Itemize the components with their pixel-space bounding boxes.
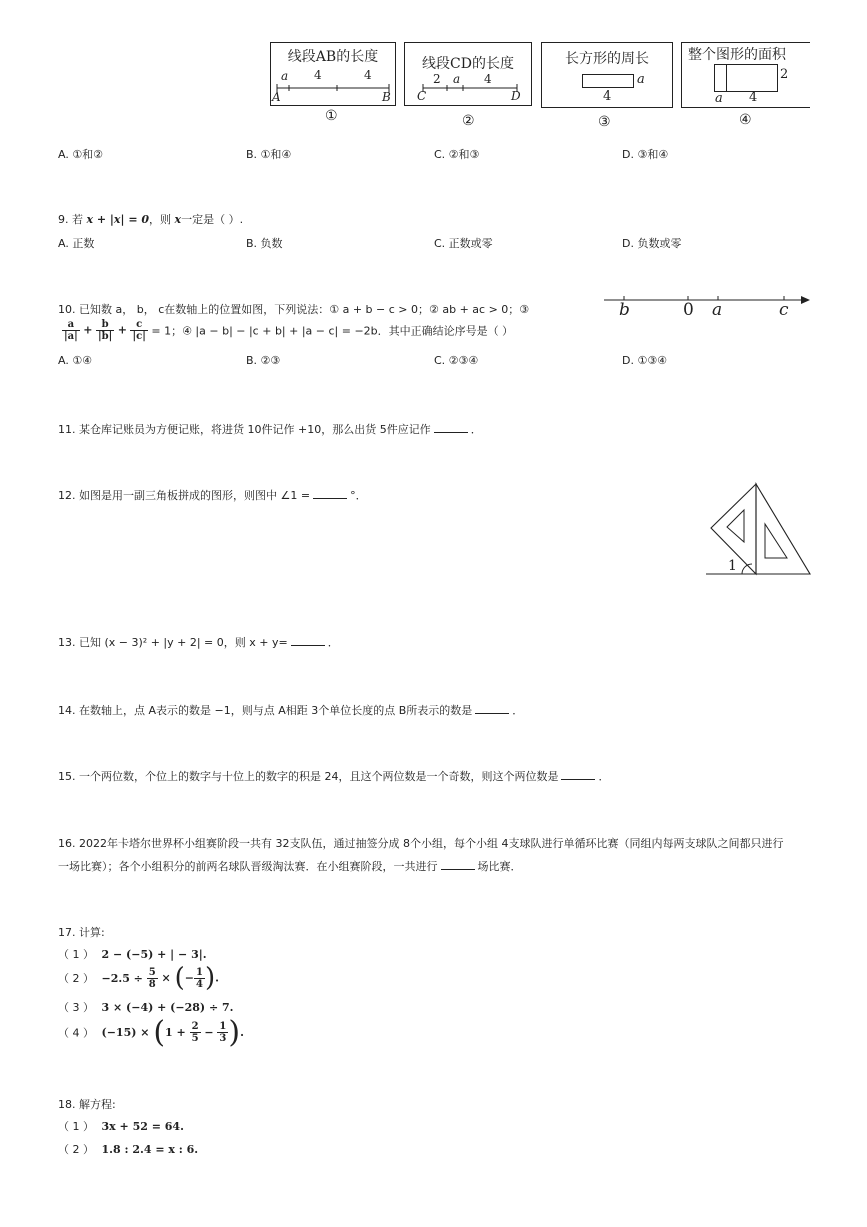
q15-stem-post: ． xyxy=(598,770,610,783)
q15-answer-blank[interactable] xyxy=(561,769,595,780)
figure-4 xyxy=(681,42,810,108)
q17-item-4-frac1-den: 5 xyxy=(191,1033,199,1044)
q10-fraction-b-num: b xyxy=(96,319,114,331)
q13-answer-blank[interactable] xyxy=(291,635,325,646)
q17-item-4-mid1: 1 + xyxy=(165,1026,190,1039)
q17-item-2-post: . xyxy=(215,971,219,985)
figure-2-title: 线段CD的长度 xyxy=(422,56,514,72)
figure-4-label-4: 4 xyxy=(749,90,758,105)
q10-stem-line1: 10. 已知数 a， b， c在数轴上的位置如图，下列说法：① a + b − c > 0；② ab + ac > 0；③ xyxy=(58,303,530,316)
figure-3-title: 长方形的周长 xyxy=(565,51,649,67)
q17-item-4-post: . xyxy=(240,1026,244,1039)
q18-item-1-num: （ 1 ） xyxy=(58,1120,94,1133)
q9-option-a[interactable]: A. 正数 xyxy=(58,237,95,250)
q12-stem xyxy=(58,487,367,503)
q10-fraction-c-num: c xyxy=(130,319,147,331)
q17-item-1-expr: 2 − (−5) + | − 3|. xyxy=(101,948,207,961)
q10-fraction-b xyxy=(96,319,114,342)
q12-angle-label: 1 xyxy=(728,558,737,574)
q10-stem-line2-text: = 1；④ |a − b| − |c + b| + |a − c| = −2b．其中正确结论序号是（ ） xyxy=(147,324,514,338)
figure-2 xyxy=(404,42,532,106)
q18-item-2-expr: 1.8 : 2.4 = x : 6. xyxy=(101,1143,199,1156)
figure-1-label-A: A xyxy=(272,90,281,104)
figure-1 xyxy=(270,42,396,106)
q10-axis-label-b: b xyxy=(619,300,630,320)
q14-stem-post: ． xyxy=(512,704,524,717)
q10-fraction-b-den: |b| xyxy=(97,331,113,342)
q18-item-1-expr: 3x + 52 = 64. xyxy=(101,1120,184,1133)
q17-item-4: （ 4 ） (−15) × (1 + $\frac{2}{5}$ − $\frac{1}{3}$ ). xyxy=(58,1015,244,1050)
figure-1-label-4a: 4 xyxy=(314,68,322,82)
q10-fraction-c-den: |c| xyxy=(132,331,146,342)
q14-answer-blank[interactable] xyxy=(475,703,509,714)
q8-option-b[interactable]: B. ①和④ xyxy=(246,148,292,161)
q8-option-d[interactable]: D. ③和④ xyxy=(622,148,669,161)
q17-item-2-frac2 xyxy=(194,967,205,990)
q10-option-c[interactable]: C. ②③④ xyxy=(434,354,479,367)
figure-4-label-a: a xyxy=(715,91,723,106)
q9-stem xyxy=(58,211,243,227)
q18-item-2 xyxy=(58,1141,198,1157)
q15-stem-pre: 15. 一个两位数，个位上的数字与十位上的数字的积是 24，且这个两位数是一个奇数，则这个两位数是 xyxy=(58,770,559,783)
q10-fraction-a-den: |a| xyxy=(64,331,78,342)
q9-option-d[interactable]: D. 负数或零 xyxy=(622,237,682,250)
q17-item-1 xyxy=(58,946,207,962)
q17-item-3 xyxy=(58,999,233,1015)
q9-stem-post: 一定是（ ）. xyxy=(181,213,244,226)
q17-item-4-num: （ 4 ） xyxy=(58,1026,94,1040)
q18-item-1 xyxy=(58,1118,184,1134)
figure-1-label-a: a xyxy=(281,69,289,83)
q11-stem-pre: 11. 某仓库记账员为方便记账，将进货 10件记作 +10，那么出货 5件应记作 xyxy=(58,423,431,436)
q13-stem-pre: 13. 已知 (x − 3)² + |y + 2| = 0，则 x + y= xyxy=(58,636,288,649)
figure-4-number: ④ xyxy=(739,112,752,128)
q10-fraction-a xyxy=(62,319,80,342)
q18-item-2-num: （ 2 ） xyxy=(58,1143,94,1156)
q12-stem-pre: 12. 如图是用一副三角板拼成的图形，则图中 ∠1 = xyxy=(58,489,311,502)
q14-stem xyxy=(58,702,523,718)
q10-option-b[interactable]: B. ②③ xyxy=(246,354,281,367)
q17-item-2-frac1 xyxy=(147,967,158,990)
figure-3-label-a: a xyxy=(637,72,645,87)
figure-4-label-2: 2 xyxy=(780,67,789,82)
figure-2-number: ② xyxy=(462,113,475,129)
q17-item-2-num: （ 2 ） xyxy=(58,972,94,985)
q17-item-2-frac2-den: 4 xyxy=(195,978,203,990)
q13-stem-post: ． xyxy=(327,636,339,649)
q9-stem-mid: ，则 xyxy=(149,213,175,226)
q17-item-2-frac2-num: 1 xyxy=(195,966,203,978)
figure-4-rectangle xyxy=(714,64,778,92)
q17-item-3-expr: 3 × (−4) + (−28) ÷ 7. xyxy=(101,1001,234,1014)
q8-option-c[interactable]: C. ②和③ xyxy=(434,148,480,161)
figure-2-label-C: C xyxy=(417,89,427,103)
q12-triangle-rulers-figure xyxy=(704,480,814,580)
q16-stem-line2-post: 场比赛． xyxy=(477,860,522,873)
figure-2-label-4: 4 xyxy=(484,72,492,86)
q11-stem xyxy=(58,421,482,437)
q13-stem xyxy=(58,634,339,650)
figure-3-rectangle xyxy=(582,74,634,88)
q12-stem-post: °． xyxy=(350,489,367,502)
q9-stem-pre: 9. 若 xyxy=(58,213,87,226)
figure-1-segment xyxy=(271,43,395,105)
q17-item-4-frac1-num: 2 xyxy=(191,1021,199,1032)
q10-fraction-c xyxy=(130,319,147,342)
q17-item-4-mid2: − xyxy=(200,1026,218,1039)
q9-option-b[interactable]: B. 负数 xyxy=(246,237,283,250)
q17-item-4-frac2-den: 3 xyxy=(219,1033,227,1044)
q17-item-2-frac1-den: 8 xyxy=(148,978,156,990)
q17-item-2: （ 2 ） −2.5 ÷ $\frac{5}{8}$ × (− $\frac{1}{4}$ ). xyxy=(58,963,219,993)
q17-title: 17. 计算: xyxy=(58,926,105,939)
q10-stem-line2: $\frac{a}{|a|}$ + $\frac{b}{|b|}$ + $\frac{c}{|c|}$ = 1；④ |a − b| − |c + b| + |a − c| = −2b．其中正确结论序号是（ ） xyxy=(64,319,514,342)
q9-expression: x + |x| = 0 xyxy=(86,213,150,226)
figure-2-label-2: 2 xyxy=(433,72,441,86)
q17-item-2-pre: −2.5 ÷ xyxy=(101,971,147,985)
q17-item-4-pre: (−15) × xyxy=(101,1026,154,1039)
q16-answer-blank[interactable] xyxy=(441,859,475,870)
figure-3-label-4: 4 xyxy=(603,89,612,104)
figure-1-label-B: B xyxy=(382,90,391,104)
q17-item-2-mid: × xyxy=(157,971,175,985)
figure-2-label-a: a xyxy=(453,72,461,86)
q9-variable: x xyxy=(174,213,182,226)
q10-axis-label-a: a xyxy=(712,300,723,320)
q14-stem-pre: 14. 在数轴上，点 A表示的数是 −1，则与点 A相距 3个单位长度的点 B所表示的数是 xyxy=(58,704,473,717)
q12-answer-blank[interactable] xyxy=(313,488,347,499)
q11-answer-blank[interactable] xyxy=(434,422,468,433)
figure-4-divider xyxy=(726,64,727,92)
q10-option-d[interactable]: D. ①③④ xyxy=(622,354,668,367)
q10-axis-label-0: 0 xyxy=(683,300,694,320)
q8-option-a[interactable]: A. ①和② xyxy=(58,148,104,161)
q9-option-c[interactable]: C. 正数或零 xyxy=(434,237,493,250)
q17-item-1-num: （ 1 ） xyxy=(58,948,94,961)
figure-1-title: 线段AB的长度 xyxy=(287,49,379,65)
q15-stem xyxy=(58,768,609,784)
q16-stem-line1: 16. 2022年卡塔尔世界杯小组赛阶段一共有 32支队伍，通过抽签分成 8个小组，每个小组 4支球队进行单循环比赛（同组内每两支球队之间都只进行 xyxy=(58,837,784,850)
q17-item-4-frac2-num: 1 xyxy=(219,1021,227,1032)
figure-4-title: 整个图形的面积 xyxy=(688,47,786,63)
figure-2-label-D: D xyxy=(511,89,521,103)
q18-title: 18. 解方程: xyxy=(58,1098,116,1111)
q10-axis-label-c: c xyxy=(779,300,789,320)
figure-1-label-4b: 4 xyxy=(364,68,372,82)
q17-item-4-frac1 xyxy=(190,1021,201,1044)
q11-stem-post: ． xyxy=(470,423,482,436)
q10-option-a[interactable]: A. ①④ xyxy=(58,354,93,367)
q16-stem-line2 xyxy=(58,858,522,874)
q17-item-3-num: （ 3 ） xyxy=(58,1001,94,1014)
figure-1-number: ① xyxy=(325,108,338,124)
q16-stem-line2-pre: 一场比赛）；各个小组积分的前两名球队晋级淘汰赛．在小组赛阶段，一共进行 xyxy=(58,860,438,873)
q10-fraction-a-num: a xyxy=(62,319,80,331)
q17-item-2-frac1-num: 5 xyxy=(148,966,156,978)
figure-3 xyxy=(541,42,673,108)
figure-3-number: ③ xyxy=(598,114,611,130)
q17-item-4-frac2 xyxy=(217,1021,228,1044)
